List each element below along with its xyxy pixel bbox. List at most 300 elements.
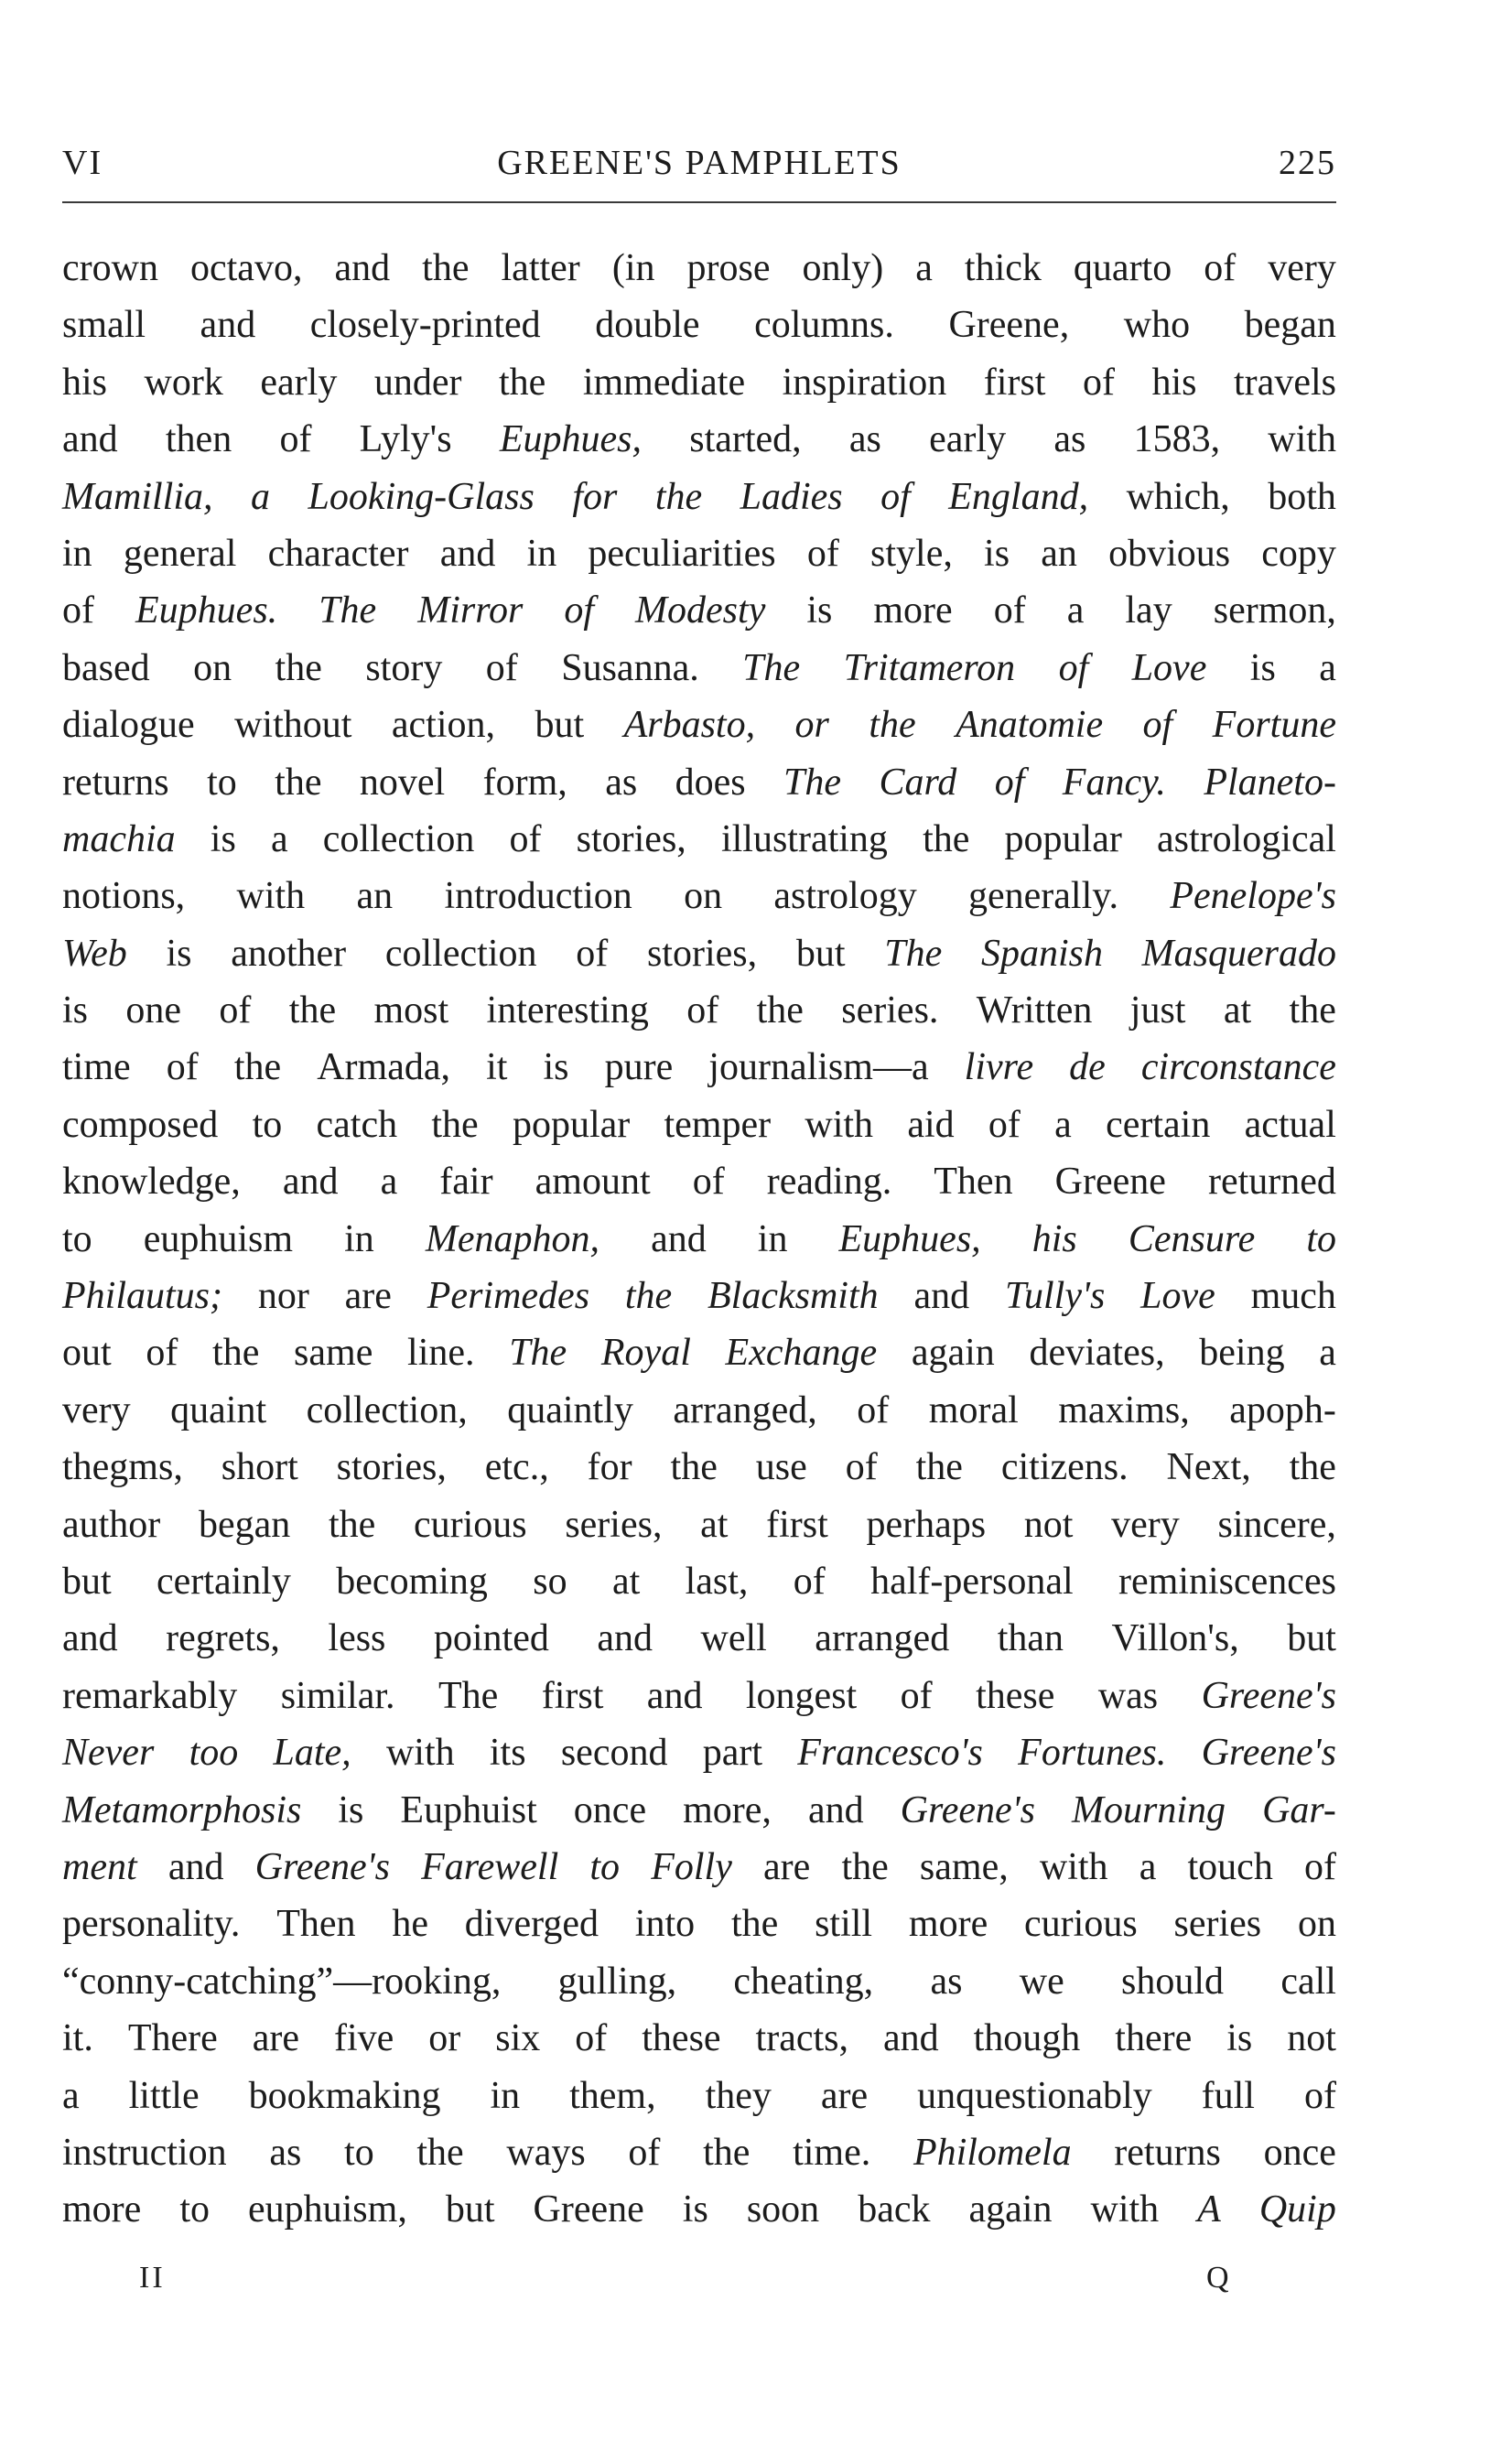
word: of <box>692 1161 725 1204</box>
word: euphuism, <box>248 2188 407 2231</box>
word: amount <box>535 1161 651 1204</box>
word: action, <box>391 704 495 747</box>
word: in <box>344 1217 374 1260</box>
word: at <box>700 1503 729 1546</box>
word: of <box>1082 361 1115 404</box>
word: and <box>439 532 496 575</box>
word: ways <box>506 2131 586 2174</box>
text-line <box>62 2181 1336 2238</box>
word: of <box>686 989 719 1032</box>
word: of <box>988 1103 1021 1146</box>
word: perhaps <box>866 1503 987 1546</box>
word: Lyly's <box>359 418 452 461</box>
italic-word: ment <box>62 1845 137 1888</box>
word: immediate <box>582 361 746 404</box>
word: introduction <box>444 875 632 918</box>
word: small <box>62 304 146 347</box>
word: regrets, <box>166 1617 280 1660</box>
word: inspiration <box>782 361 947 404</box>
word: “conny-catching”—rooking, <box>62 1960 502 2003</box>
word: euphuism <box>143 1217 294 1260</box>
word: 1583, <box>1133 418 1221 461</box>
word: a <box>1319 1332 1336 1375</box>
word: longest <box>745 1674 858 1717</box>
word: reminiscences <box>1118 1560 1336 1603</box>
word: he <box>392 1903 428 1946</box>
word: Armada, <box>317 1046 450 1089</box>
word: series. <box>841 989 939 1032</box>
chapter-number: VI <box>62 144 103 182</box>
word: and <box>882 2017 939 2060</box>
word: once <box>573 1788 647 1831</box>
word: generally. <box>968 875 1119 918</box>
word: gulling, <box>557 1960 677 2003</box>
word: back <box>858 2188 931 2231</box>
italic-word: Anatomie <box>956 704 1104 747</box>
word: same <box>294 1332 373 1375</box>
word: citizens. <box>1000 1446 1129 1489</box>
word: is <box>984 532 1010 575</box>
word: peculiarities <box>588 532 776 575</box>
italic-word: Ladies <box>740 475 843 518</box>
text-line <box>62 868 1336 924</box>
word: is <box>806 589 833 632</box>
word: of <box>219 989 252 1032</box>
italic-word: Looking-Glass <box>308 475 535 518</box>
italic-word: livre <box>964 1046 1034 1089</box>
italic-word: Greene's <box>900 1788 1036 1831</box>
text-line <box>62 1668 1336 1724</box>
text-line <box>62 297 1336 353</box>
word: thegms, <box>62 1446 183 1489</box>
word: of <box>900 1674 933 1717</box>
italic-word: Spanish <box>980 932 1103 975</box>
word: first <box>541 1674 604 1717</box>
word: a <box>1066 589 1085 632</box>
word: more, <box>683 1788 772 1831</box>
word: dialogue <box>62 704 195 747</box>
word: Greene, <box>948 304 1070 347</box>
word: actual <box>1244 1103 1336 1146</box>
word: at <box>1223 989 1252 1032</box>
word: collection <box>384 932 537 975</box>
word: travels <box>1234 361 1336 404</box>
italic-word: to <box>589 1845 621 1888</box>
word: these <box>976 1674 1055 1717</box>
word: The <box>437 1674 499 1717</box>
running-title: GREENE'S PAMPHLETS <box>497 144 902 182</box>
word: returns <box>1114 2131 1221 2174</box>
italic-word: Quip <box>1258 2188 1336 2231</box>
word: sermon, <box>1213 589 1336 632</box>
word: nor <box>257 1275 309 1318</box>
italic-word: Modesty <box>635 589 766 632</box>
text-line <box>62 2124 1336 2181</box>
word: its <box>489 1732 526 1775</box>
word: more <box>62 2188 142 2231</box>
word: only) <box>802 247 884 289</box>
italic-word: England, <box>948 475 1089 518</box>
word: with <box>385 1732 455 1775</box>
word: in <box>757 1217 788 1260</box>
word: on <box>1297 1903 1336 1946</box>
word: there <box>1115 2017 1193 2060</box>
text-line <box>62 1324 1336 1381</box>
word: pure <box>604 1046 674 1089</box>
word: and <box>334 247 391 289</box>
word: similar. <box>280 1674 395 1717</box>
word: the <box>730 1903 779 1946</box>
word: most <box>373 989 449 1032</box>
italic-word: Penelope's <box>1170 875 1336 918</box>
word: stories, <box>336 1446 447 1489</box>
word: curious <box>1024 1903 1138 1946</box>
word: of <box>993 589 1026 632</box>
word: returns <box>62 761 169 804</box>
italic-word: Metamorphosis <box>62 1788 302 1831</box>
word: out <box>62 1332 112 1375</box>
word: are <box>344 1275 392 1318</box>
word: with <box>805 1103 874 1146</box>
word: without <box>234 704 352 747</box>
page-number: 225 <box>1279 144 1336 182</box>
word: apoph- <box>1229 1388 1336 1431</box>
word: use <box>755 1446 807 1489</box>
word: we <box>1019 1960 1064 2003</box>
word: stories, <box>646 932 758 975</box>
word: the <box>328 1503 376 1546</box>
word: again <box>968 2188 1053 2231</box>
word: returned <box>1207 1161 1336 1204</box>
word: Greene <box>533 2188 644 2231</box>
word: under <box>373 361 462 404</box>
word: closely-printed <box>309 304 541 347</box>
signature-mark: II <box>139 2261 166 2295</box>
word: last, <box>685 1560 749 1603</box>
body-text <box>62 240 1336 2239</box>
word: then <box>165 418 232 461</box>
word: the <box>212 1332 260 1375</box>
word: a <box>380 1161 398 1204</box>
italic-word: Philautus; <box>62 1275 222 1318</box>
italic-word: to <box>1306 1217 1336 1260</box>
italic-word: The <box>319 589 377 632</box>
word: stories, <box>576 817 686 860</box>
word: tracts, <box>755 2017 848 2060</box>
italic-word: Euphues. <box>135 589 278 632</box>
text-line <box>62 1039 1336 1096</box>
word: again <box>911 1332 995 1375</box>
word: diverged <box>464 1903 599 1946</box>
italic-word: Tritameron <box>843 646 1016 689</box>
word: to <box>179 2188 210 2231</box>
word: his <box>62 361 108 404</box>
word: series, <box>565 1503 663 1546</box>
word: collection, <box>306 1388 468 1431</box>
word: just <box>1129 989 1186 1032</box>
text-line <box>62 1839 1336 1896</box>
word: cheating, <box>733 1960 874 2003</box>
word: first <box>983 361 1046 404</box>
text-line <box>62 811 1336 868</box>
word: in <box>490 2074 521 2117</box>
word: but <box>62 1560 112 1603</box>
word: first <box>766 1503 828 1546</box>
word: of <box>806 532 839 575</box>
italic-word: his <box>1031 1217 1077 1260</box>
word: on <box>684 875 723 918</box>
word: these <box>642 2017 721 2060</box>
word: the <box>431 1103 479 1146</box>
word: a <box>62 2074 80 2117</box>
word: at <box>611 1560 641 1603</box>
italic-word: circonstance <box>1140 1046 1336 1089</box>
word: began <box>1244 304 1336 347</box>
word: collection <box>322 817 475 860</box>
word: as <box>930 1960 963 2003</box>
word: not <box>1287 2017 1336 2060</box>
word: a <box>1139 1845 1157 1888</box>
word: and <box>597 1617 653 1660</box>
word: the <box>499 361 546 404</box>
text-line <box>62 1096 1336 1153</box>
text-line <box>62 469 1336 525</box>
italic-word: of <box>564 589 595 632</box>
italic-word: for <box>572 475 618 518</box>
word: Then <box>934 1161 1013 1204</box>
word: of <box>62 589 94 632</box>
italic-word: Greene's <box>1201 1732 1336 1775</box>
word: they <box>705 2074 772 2117</box>
italic-word: Tully's <box>1004 1275 1106 1318</box>
running-head <box>62 135 1336 190</box>
word: octavo, <box>190 247 303 289</box>
word: six <box>495 2017 541 2060</box>
word: is <box>62 989 89 1032</box>
sheet-mark: Q <box>1206 2261 1229 2295</box>
italic-word: Fortune <box>1212 704 1336 747</box>
word: the <box>841 1845 889 1888</box>
word: deviates, <box>1029 1332 1165 1375</box>
italic-word: Greene's <box>254 1845 390 1888</box>
text-line <box>62 982 1336 1039</box>
word: novel <box>359 761 446 804</box>
word: his <box>1151 361 1197 404</box>
word: less <box>328 1617 386 1660</box>
word: in <box>526 532 557 575</box>
word: but <box>795 932 846 975</box>
word: or <box>428 2017 461 2060</box>
text-line <box>62 525 1336 582</box>
word: it <box>486 1046 508 1089</box>
word: full <box>1201 2074 1255 2117</box>
word: a <box>915 247 933 289</box>
text-line <box>62 1896 1336 1952</box>
word: thick <box>964 247 1042 289</box>
text-line <box>62 925 1336 982</box>
word: arranged <box>815 1617 950 1660</box>
word: short <box>221 1446 298 1489</box>
word: Euphuist <box>400 1788 537 1831</box>
word: notions, <box>62 875 186 918</box>
word: copy <box>1261 532 1336 575</box>
word: which, <box>1126 475 1230 518</box>
word: early <box>929 418 1007 461</box>
word: the <box>233 1046 282 1089</box>
word: popular <box>512 1103 631 1146</box>
italic-word: Menaphon, <box>425 1217 599 1260</box>
word: composed <box>62 1103 219 1146</box>
word: fair <box>439 1161 493 1204</box>
word: with <box>1268 418 1336 461</box>
word: of <box>857 1388 890 1431</box>
italic-word: Mamillia, <box>62 475 213 518</box>
word: character <box>267 532 409 575</box>
word: of <box>1303 1845 1336 1888</box>
text-line <box>62 1724 1336 1781</box>
word: crown <box>62 247 158 289</box>
word: as <box>605 761 638 804</box>
word: in <box>62 532 92 575</box>
text-line <box>62 1782 1336 1839</box>
word: is <box>543 1046 569 1089</box>
word: and <box>807 1788 864 1831</box>
word: of <box>509 817 542 860</box>
word: of <box>628 2131 661 2174</box>
italic-word: The <box>884 932 943 975</box>
word: is <box>1249 646 1276 689</box>
word: the <box>288 989 337 1032</box>
italic-word: Exchange <box>725 1332 878 1375</box>
italic-word: The <box>783 761 842 804</box>
word: of <box>1204 247 1237 289</box>
word: catch <box>316 1103 398 1146</box>
word: started, <box>689 418 802 461</box>
word: series <box>1173 1903 1262 1946</box>
italic-word: of <box>1142 704 1173 747</box>
word: of <box>576 932 609 975</box>
word: pointed <box>433 1617 549 1660</box>
word: and <box>167 1845 224 1888</box>
italic-word: Farewell <box>421 1845 559 1888</box>
word: instruction <box>62 2131 227 2174</box>
italic-word: of <box>880 475 911 518</box>
italic-word: too <box>189 1732 239 1775</box>
word: the <box>756 989 804 1032</box>
italic-word: Francesco's <box>797 1732 983 1775</box>
text-line <box>62 2068 1336 2124</box>
word: early <box>260 361 338 404</box>
word: astrological <box>1156 817 1336 860</box>
text-line <box>62 1153 1336 1210</box>
italic-word: Late, <box>273 1732 351 1775</box>
word: it. <box>62 2017 93 2060</box>
word: bookmaking <box>248 2074 441 2117</box>
word: into <box>634 1903 696 1946</box>
word: an <box>356 875 394 918</box>
italic-word: the <box>624 1275 673 1318</box>
text-line <box>62 1610 1336 1667</box>
word: as <box>269 2131 302 2174</box>
italic-word: Masquerado <box>1141 932 1336 975</box>
word: Susanna. <box>561 646 699 689</box>
word: is <box>1226 2017 1253 2060</box>
word: much <box>1250 1275 1336 1318</box>
italic-word: Love <box>1131 646 1207 689</box>
text-line <box>62 640 1336 697</box>
text-line <box>62 354 1336 411</box>
italic-word: of <box>994 761 1025 804</box>
word: author <box>62 1503 161 1546</box>
word: the <box>703 2131 751 2174</box>
word: of <box>279 418 312 461</box>
word: with <box>1090 2188 1160 2231</box>
word: style, <box>870 532 953 575</box>
italic-word: or <box>794 704 829 747</box>
word: more <box>908 1903 988 1946</box>
word: with <box>236 875 306 918</box>
word: still <box>815 1903 873 1946</box>
text-line <box>62 1382 1336 1439</box>
word: is <box>682 2188 708 2231</box>
word: of <box>845 1446 878 1489</box>
text-line <box>62 1439 1336 1496</box>
text-line <box>62 240 1336 297</box>
word: obvious <box>1108 532 1231 575</box>
word: and <box>62 1617 118 1660</box>
word: are <box>252 2017 300 2060</box>
word: very <box>62 1388 131 1431</box>
italic-word: of <box>1058 646 1089 689</box>
italic-word: Euphues, <box>499 418 642 461</box>
word: curious <box>413 1503 527 1546</box>
word: becoming <box>336 1560 488 1603</box>
word: popular <box>1004 817 1122 860</box>
word: both <box>1268 475 1336 518</box>
word: Greene <box>1054 1161 1166 1204</box>
italic-word: Euphues, <box>838 1217 981 1260</box>
word: latter <box>501 247 580 289</box>
italic-word: Gar- <box>1262 1788 1336 1831</box>
word: another <box>231 932 347 975</box>
italic-word: Web <box>62 932 127 975</box>
italic-word: the <box>869 704 916 747</box>
word: once <box>1263 2131 1336 2174</box>
word: and <box>282 1161 339 1204</box>
word: There <box>127 2017 218 2060</box>
italic-word: Mourning <box>1072 1788 1226 1831</box>
word: and <box>913 1275 970 1318</box>
word: remarkably <box>62 1674 238 1717</box>
header-rule <box>62 201 1336 203</box>
word: quaintly <box>507 1388 633 1431</box>
word: a <box>1054 1103 1072 1146</box>
word: second <box>560 1732 668 1775</box>
word: for <box>587 1446 632 1489</box>
word: same, <box>919 1845 1009 1888</box>
text-line <box>62 1211 1336 1268</box>
word: very <box>1268 247 1336 289</box>
word: double <box>595 304 700 347</box>
word: astrology <box>773 875 917 918</box>
word: to <box>344 2131 374 2174</box>
italic-word: Greene's <box>1201 1674 1336 1717</box>
page-footer <box>62 2255 1336 2301</box>
word: but <box>535 704 585 747</box>
word: of <box>166 1046 199 1089</box>
word: touch <box>1187 1845 1273 1888</box>
word: though <box>973 2017 1081 2060</box>
